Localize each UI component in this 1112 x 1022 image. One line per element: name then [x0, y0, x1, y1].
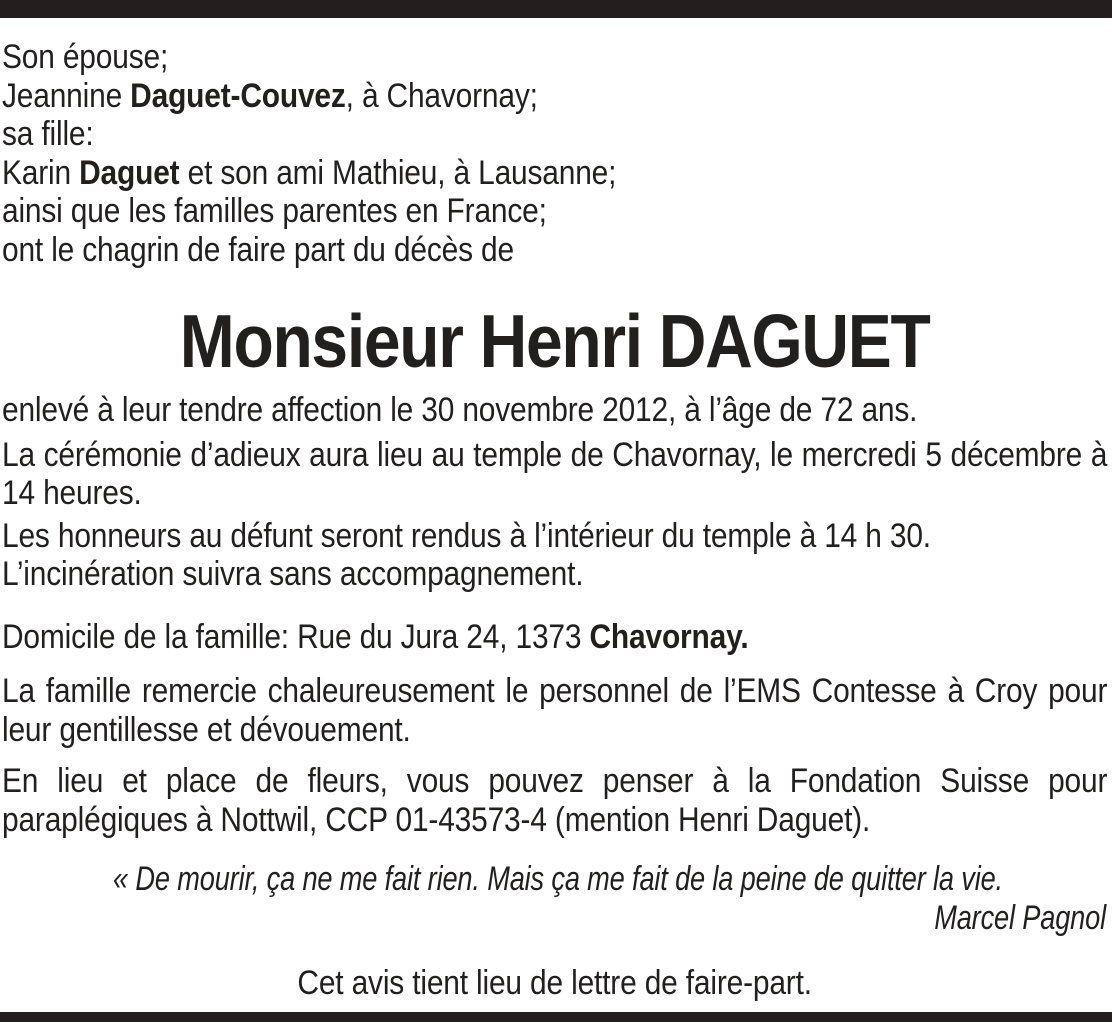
- text-segment: et son ami Mathieu, à Lausanne;: [179, 153, 617, 192]
- top-border-rule: [0, 0, 1112, 18]
- text-segment: Jeannine: [2, 76, 131, 115]
- text-segment: , à Chavornay;: [345, 76, 538, 115]
- memorial-quote: « De mourir, ça ne me fait rien. Mais ça me fait de la peine de quitter la vie.: [113, 860, 1003, 898]
- family-intro: [2, 38, 1107, 269]
- intro-line: [2, 115, 1107, 154]
- text-segment: sa fille:: [2, 115, 94, 153]
- donations-paragraph: En lieu et place de fleurs, vous pouvez penser à la Fondation Suisse pour paraplégiques à Nottwil, CCP 01-43573-4 (mention Henri Daguet).: [2, 762, 1108, 839]
- bold-name-text: Daguet-Couvez: [130, 76, 346, 115]
- deceased-name-title: Monsieur Henri DAGUET: [179, 299, 930, 383]
- bold-name-text: Daguet: [79, 153, 180, 192]
- text-segment: Karin: [2, 153, 80, 192]
- text-segment: ainsi que les familles parentes en France;: [2, 192, 547, 230]
- memorial-quote-block: [2, 860, 1112, 937]
- bottom-border-rule: [0, 1012, 1112, 1022]
- thanks-paragraph: La famille remercie chaleureusement le personnel de l’EMS Contesse à Croy pour leur gentillesse et dévouement.: [2, 672, 1108, 749]
- text-segment: ont le chagrin de faire part du décès de: [2, 230, 514, 269]
- honors-paragraph: Les honneurs au défunt seront rendus à l’intérieur du temple à 14 h 30.: [2, 516, 931, 555]
- ceremony-paragraph: La cérémonie d’adieux aura lieu au temple de Chavornay, le mercredi 5 décembre à 14 heures.: [2, 435, 1108, 512]
- text-segment: Domicile de la famille: Rue du Jura 24, 1373: [2, 617, 590, 656]
- text-segment: Son épouse;: [2, 38, 169, 76]
- intro-line: [2, 192, 1107, 231]
- intro-line: [2, 38, 1107, 77]
- death-announcement-paragraph: enlevé à leur tendre affection le 30 novembre 2012, à l’âge de 72 ans.: [2, 391, 918, 429]
- intro-line: [2, 77, 1107, 116]
- family-address-paragraph: [2, 618, 1107, 657]
- cremation-paragraph: L’incinération suivra sans accompagnement.: [2, 555, 584, 593]
- bold-name-text: Chavornay.: [589, 617, 749, 656]
- quote-author: Marcel Pagnol: [934, 898, 1106, 937]
- notice-content: [2, 38, 1110, 1003]
- intro-line: [2, 231, 1107, 270]
- notice-footer: Cet avis tient lieu de lettre de faire-part.: [297, 964, 812, 1002]
- intro-line: [2, 154, 1107, 193]
